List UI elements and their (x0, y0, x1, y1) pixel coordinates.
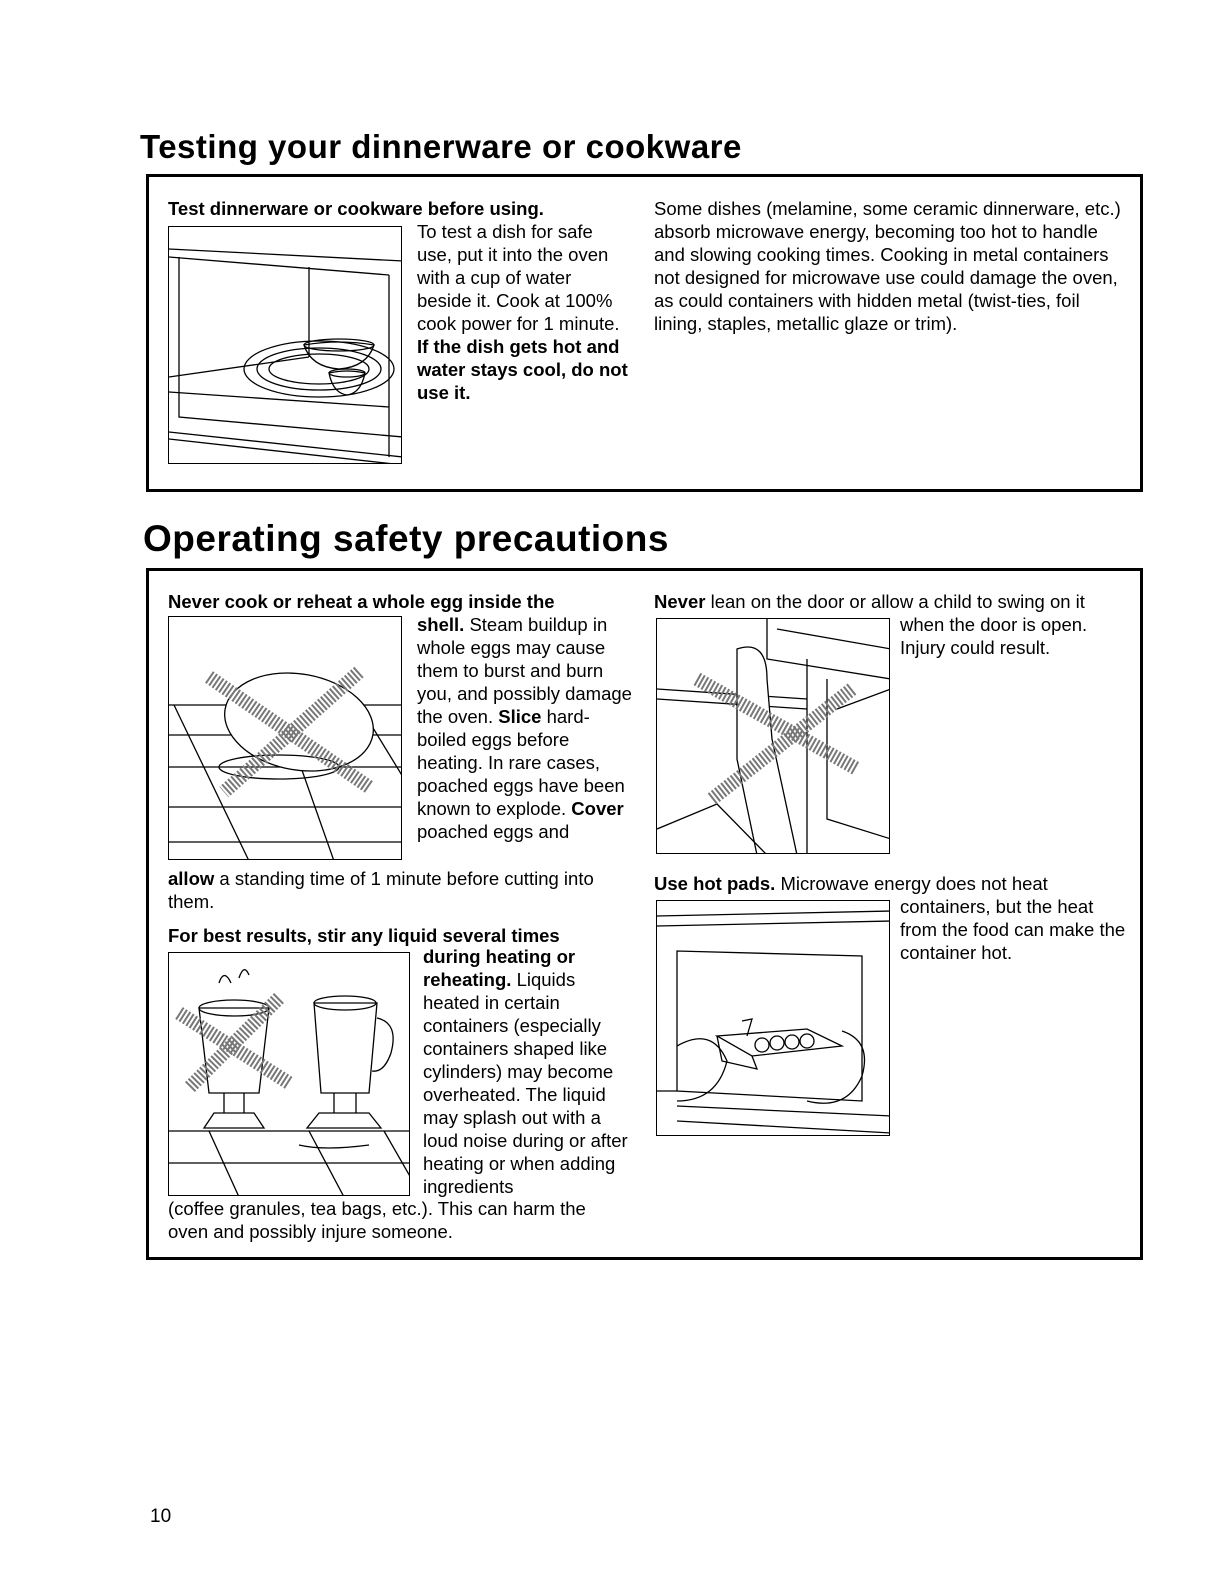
page-number: 10 (150, 1506, 172, 1527)
egg-lead-line1: Never cook or reheat a whole egg inside the (168, 591, 555, 612)
egg-body: shell. Steam buildup in whole eggs may cause them to burst and burn you, and possibly damage the oven. Slice hard-boiled eggs before heating. In rare cases, poached eggs have been known to explode. Cover poached eggs and (417, 614, 632, 842)
testing-right-text: Some dishes (melamine, some ceramic dinnerware, etc.) absorb microwave energy, becoming too hot to handle and slowing cooking times. Cooking in metal containers not designed for microwave use could damage the oven, as could containers with hidden metal (twist-ties, foil lining, staples, metallic glaze or trim). (654, 198, 1121, 334)
testing-warning: If the dish gets hot and water stays cool, do not use it. (417, 336, 628, 403)
liquid-body: during heating or reheating. Liquids heated in certain containers (especially containers shaped like cylinders) may become overheated. The liquid may splash out with a loud noise during or after heating or when adding ingredients (423, 946, 628, 1197)
pads-illustration (656, 900, 890, 1136)
liquid-continuation: (coffee granules, tea bags, etc.). This can harm the oven and possibly injure someone. (168, 1198, 586, 1242)
pads-body: containers, but the heat from the food can make the container hot. (900, 896, 1126, 963)
testing-lead: Test dinnerware or cookware before using. (168, 198, 544, 219)
testing-illustration (168, 226, 402, 464)
testing-body (417, 220, 629, 404)
testing-instructions: To test a dish for safe use, put it into the oven with a cup of water beside it. Cook at 100% cook power for 1 minute. (417, 221, 620, 334)
pads-lead-line: Use hot pads. Microwave energy does not heat (654, 873, 1048, 894)
door-illustration (656, 618, 890, 854)
section-heading-testing: Testing your dinnerware or cookware (140, 128, 742, 165)
door-body: when the door is open. Injury could result. (900, 614, 1088, 658)
section-heading-safety: Operating safety precautions (143, 518, 669, 559)
liquid-lead-line1: For best results, stir any liquid several times (168, 925, 560, 946)
liquid-illustration (168, 952, 410, 1196)
egg-continuation: allow a standing time of 1 minute before cutting into them. (168, 868, 594, 912)
egg-illustration (168, 616, 402, 860)
door-lead-line: Never lean on the door or allow a child to swing on it (654, 591, 1085, 612)
